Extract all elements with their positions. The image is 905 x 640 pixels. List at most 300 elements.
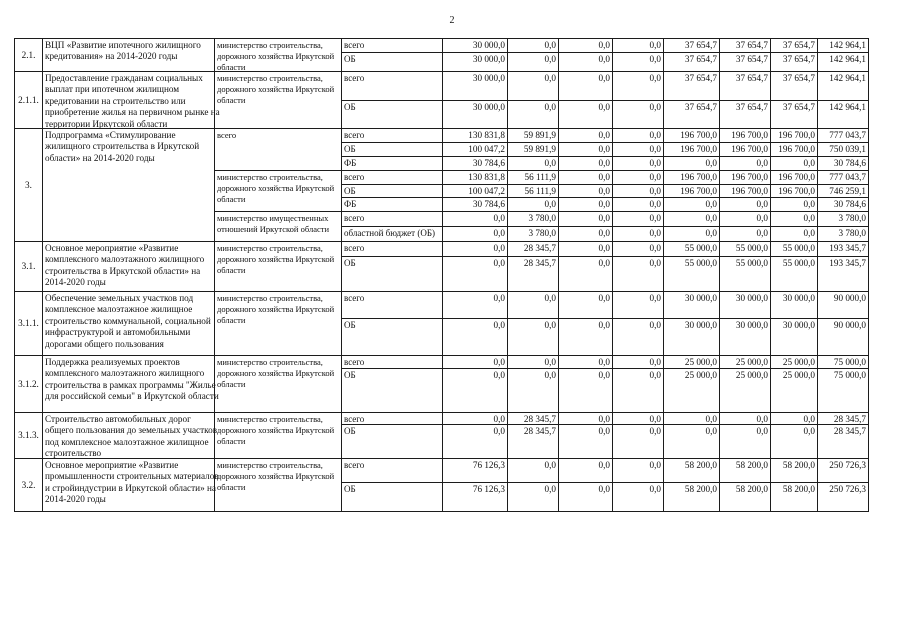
value-cell [817,197,869,212]
value-cell [719,38,771,53]
value: 0,0 [649,484,661,494]
value-cell [719,142,771,157]
value: 30 000,0 [782,320,815,330]
value: 58 200,0 [735,484,768,494]
name-cell [42,38,215,72]
value-cell [719,458,771,483]
value: 30 784,6 [833,199,866,209]
executor-line: министерство строительства, [217,40,323,50]
value: 0,0 [598,186,610,196]
source-cell [341,482,443,512]
source-cell [341,170,443,185]
value-cell [442,128,508,143]
value-cell [719,226,771,242]
value-cell [719,291,771,319]
value: 0,0 [598,414,610,424]
value: 37 654,7 [735,54,768,64]
value: 196 700,0 [680,172,717,182]
value: 30 000,0 [472,102,505,112]
value: 0,0 [649,213,661,223]
name-line: жилищного строительства в Иркутской [45,141,200,152]
value: 56 111,9 [524,172,556,182]
value: 28 345,7 [833,414,866,424]
value: 0,0 [756,213,768,223]
value-cell [612,241,664,257]
name-line: Основное мероприятие «Развитие [45,460,179,470]
executor-line: министерство строительства, [217,73,323,83]
value: 90 000,0 [833,320,866,330]
value-cell [558,482,613,512]
value-cell [770,71,818,101]
source-label: ФБ [344,199,357,209]
source-label: ФБ [344,158,357,168]
name-line: приобретение жилья на первичном рынке на [45,107,220,118]
value: 0,0 [544,102,556,112]
row-number: 2.1.1. [18,94,39,105]
executor-line: области [217,62,246,72]
value-cell [507,184,559,198]
value: 142 964,1 [829,102,866,112]
value: 0,0 [598,73,610,83]
value-cell [507,318,559,356]
value: 0,0 [598,40,610,50]
source-cell [341,52,443,72]
row-number: 2.1. [21,49,36,60]
value: 0,0 [705,158,717,168]
value-cell [817,184,869,198]
source-label: всего [344,213,365,223]
source-cell [341,226,443,242]
executor-line: дорожного хозяйства Иркутской [217,304,335,314]
source-label: всего [344,40,365,50]
value: 0,0 [649,186,661,196]
value-cell [770,458,818,483]
value-cell [817,458,869,483]
source-label: ОБ [344,186,356,196]
executor-line: области [217,95,246,105]
value: 0,0 [649,199,661,209]
value-cell [719,318,771,356]
value-cell [612,184,664,198]
value-cell [558,211,613,227]
source-label: всего [344,172,365,182]
value: 196 700,0 [731,130,768,140]
executor-line: дорожного хозяйства Иркутской [217,254,335,264]
value: 30 784,6 [472,199,505,209]
source-label: всего [344,460,365,470]
value: 0,0 [705,228,717,238]
executor-line: дорожного хозяйства Иркутской [217,183,335,193]
value: 37 654,7 [782,54,815,64]
value: 90 000,0 [833,293,866,303]
executor-cell [214,38,342,72]
value: 28 345,7 [523,258,556,268]
value-cell [719,355,771,369]
executor-line: области [217,379,246,389]
value: 196 700,0 [778,130,815,140]
name-line: строительства в Иркутской области» на [45,265,201,276]
value: 0,0 [649,293,661,303]
row-number: 3.1. [21,261,36,271]
value: 777 043,7 [829,130,866,140]
executor-cell [214,412,342,459]
source-label: ОБ [344,484,356,494]
value: 142 964,1 [829,54,866,64]
name-line: дорогами общего пользования [45,338,164,349]
value: 100 047,2 [468,144,505,154]
value-cell [663,226,720,242]
value-cell [442,71,508,101]
value: 59 891,9 [523,144,556,154]
value: 193 345,7 [829,258,866,268]
value-cell [612,318,664,356]
row-number: 3.1.2. [18,378,39,389]
value-cell [507,156,559,171]
row-number: 3.1.3. [18,430,39,440]
value-cell [770,355,818,369]
value: 196 700,0 [731,144,768,154]
value: 777 043,7 [829,172,866,182]
executor-line: дорожного хозяйства Иркутской [217,84,335,94]
number-cell [14,38,43,72]
name-line: строительство [45,448,102,459]
value-cell [612,128,664,143]
source-label: всего [344,243,365,253]
value-cell [612,142,664,157]
value-cell [507,458,559,483]
source-cell [341,197,443,212]
value: 30 784,6 [472,158,505,168]
value: 0,0 [649,414,661,424]
value: 0,0 [705,426,717,436]
value-cell [817,424,869,459]
value-cell [558,256,613,292]
executor-line: министерство строительства, [217,243,323,253]
executor-line: области [217,194,246,204]
value: 30 000,0 [472,40,505,50]
value-cell [719,71,771,101]
source-cell [341,211,443,227]
value-cell [442,291,508,319]
value: 28 345,7 [523,414,556,424]
value-cell [442,226,508,242]
value: 58 200,0 [735,460,768,470]
value: 0,0 [705,213,717,223]
value-cell [817,256,869,292]
source-cell [341,256,443,292]
value-cell [442,424,508,459]
executor-line: всего [217,130,237,140]
source-cell [341,184,443,198]
value: 75 000,0 [833,370,866,380]
value-cell [558,355,613,369]
value-cell [507,226,559,242]
value: 58 200,0 [684,460,717,470]
value-cell [442,241,508,257]
value: 25 000,0 [735,370,768,380]
value: 0,0 [705,199,717,209]
value: 75 000,0 [833,357,866,367]
value-cell [507,211,559,227]
source-cell [341,241,443,257]
value-cell [770,211,818,227]
page-number: 2 [449,15,455,26]
source-cell [341,156,443,171]
value: 55 000,0 [782,243,815,253]
value: 0,0 [649,258,661,268]
value: 55 000,0 [684,258,717,268]
value: 25 000,0 [782,357,815,367]
value: 0,0 [544,40,556,50]
executor-cell [214,291,342,356]
source-cell [341,71,443,101]
value-cell [817,156,869,171]
value-cell [507,368,559,413]
executor-line: области [217,436,246,446]
value: 0,0 [649,426,661,436]
name-line: Подпрограмма «Стимулирование [45,130,176,140]
value: 58 200,0 [782,484,815,494]
value-cell [817,170,869,185]
value: 55 000,0 [684,243,717,253]
value: 76 126,3 [472,460,505,470]
value-cell [817,71,869,101]
value-cell [442,318,508,356]
value-cell [663,424,720,459]
value-cell [719,156,771,171]
name-line: ВЦП «Развитие ипотечного жилищного [45,40,201,50]
value: 25 000,0 [684,370,717,380]
value-cell [817,211,869,227]
value: 56 111,9 [524,186,556,196]
value: 3 780,0 [838,213,866,223]
value-cell [442,482,508,512]
executor-cell [214,458,342,512]
value-cell [663,368,720,413]
number-cell [14,128,43,242]
value-cell [507,482,559,512]
value: 142 964,1 [829,40,866,50]
value: 3 780,0 [838,228,866,238]
executor-line: министерство строительства, [217,414,323,424]
value: 28 345,7 [523,426,556,436]
value-cell [663,38,720,53]
value: 0,0 [598,213,610,223]
executor-cell [214,170,342,212]
value-cell [719,128,771,143]
value: 0,0 [705,414,717,424]
value: 30 000,0 [472,73,505,83]
value-cell [817,100,869,129]
source-cell [341,128,443,143]
value: 0,0 [493,243,505,253]
value-cell [442,142,508,157]
value-cell [817,368,869,413]
value-cell [770,241,818,257]
value: 0,0 [649,460,661,470]
value: 0,0 [649,54,661,64]
value-cell [817,128,869,143]
value: 37 654,7 [782,73,815,83]
source-label: ОБ [344,144,356,154]
value: 250 726,3 [829,484,866,494]
value-cell [558,52,613,72]
executor-line: дорожного хозяйства Иркутской [217,51,335,61]
value: 25 000,0 [735,357,768,367]
value-cell [719,424,771,459]
value: 750 039,1 [829,144,866,154]
value-cell [817,241,869,257]
value-cell [817,291,869,319]
value: 28 345,7 [523,243,556,253]
value-cell [719,100,771,129]
value-cell [507,100,559,129]
value-cell [663,256,720,292]
executor-line: министерство строительства, [217,293,323,303]
source-label: ОБ [344,258,356,268]
value-cell [770,482,818,512]
value-cell [719,482,771,512]
value: 0,0 [803,158,815,168]
value-cell [442,458,508,483]
value: 30 000,0 [735,293,768,303]
name-line: строительство коммунальной, социальной [45,315,211,326]
value-cell [442,52,508,72]
value: 196 700,0 [778,144,815,154]
value: 30 000,0 [782,293,815,303]
value: 196 700,0 [680,186,717,196]
value: 0,0 [756,414,768,424]
value: 37 654,7 [684,102,717,112]
value-cell [817,38,869,53]
value: 746 259,1 [829,186,866,196]
name-cell [42,291,215,356]
value-cell [442,184,508,198]
value-cell [817,226,869,242]
value: 142 964,1 [829,73,866,83]
executor-line: министерство строительства, [217,460,323,470]
executor-cell [214,355,342,413]
value: 37 654,7 [684,73,717,83]
value: 193 345,7 [829,243,866,253]
value: 30 000,0 [684,320,717,330]
value-cell [770,100,818,129]
value-cell [612,38,664,53]
value-cell [612,424,664,459]
value: 0,0 [544,320,556,330]
name-line: для российской семьи" в Иркутской области [45,391,219,402]
source-label: ОБ [344,426,356,436]
value-cell [663,482,720,512]
value: 55 000,0 [735,243,768,253]
value: 30 784,6 [833,158,866,168]
value: 0,0 [649,357,661,367]
value: 0,0 [598,199,610,209]
value-cell [663,170,720,185]
value: 37 654,7 [684,40,717,50]
value-cell [507,52,559,72]
number-cell [14,71,43,129]
value-cell [770,318,818,356]
value-cell [663,458,720,483]
value: 37 654,7 [735,73,768,83]
value-cell [770,52,818,72]
value: 0,0 [649,40,661,50]
value-cell [612,52,664,72]
value: 0,0 [544,357,556,367]
name-line: комплексное малоэтажное жилищное [45,304,193,315]
number-cell [14,291,43,356]
source-label: всего [344,73,365,83]
value-cell [558,184,613,198]
value-cell [612,170,664,185]
value: 0,0 [493,370,505,380]
value-cell [663,197,720,212]
value-cell [663,100,720,129]
value: 0,0 [493,426,505,436]
value-cell [663,142,720,157]
source-cell [341,355,443,369]
value-cell [612,368,664,413]
row-number: 3.1.1. [18,318,39,328]
source-cell [341,368,443,413]
value-cell [719,52,771,72]
value: 0,0 [544,293,556,303]
name-cell [42,355,219,413]
name-cell [42,241,215,292]
value: 0,0 [598,102,610,112]
value: 0,0 [756,158,768,168]
value-cell [507,128,559,143]
value-cell [558,368,613,413]
value-cell [719,197,771,212]
value: 0,0 [544,158,556,168]
value: 0,0 [649,144,661,154]
executor-line: отношений Иркутской области [217,224,330,234]
value: 0,0 [493,414,505,424]
value-cell [663,355,720,369]
executor-line: области [217,482,246,492]
value: 76 126,3 [472,484,505,494]
name-line: области» на 2014-2020 годы [45,152,155,163]
value-cell [507,241,559,257]
value: 59 891,9 [523,130,556,140]
value-cell [507,142,559,157]
value: 0,0 [649,320,661,330]
value: 0,0 [544,54,556,64]
value-cell [612,256,664,292]
value-cell [558,100,613,129]
value: 0,0 [649,172,661,182]
value: 100 047,2 [468,186,505,196]
value-cell [558,197,613,212]
value: 55 000,0 [735,258,768,268]
value: 37 654,7 [782,102,815,112]
value: 0,0 [598,370,610,380]
executor-line: дорожного хозяйства Иркутской [217,471,335,481]
executor-cell [214,71,342,129]
value-cell [558,458,613,483]
value: 37 654,7 [735,102,768,112]
value: 30 000,0 [735,320,768,330]
value-cell [719,241,771,257]
source-cell [341,458,443,483]
source-label: областной бюджет (ОБ) [344,228,436,238]
name-line: Поддержка реализуемых проектов [45,357,180,367]
value-cell [770,197,818,212]
name-line: строительства в рамках программы "Жилье [45,379,216,390]
executor-cell [214,241,342,292]
